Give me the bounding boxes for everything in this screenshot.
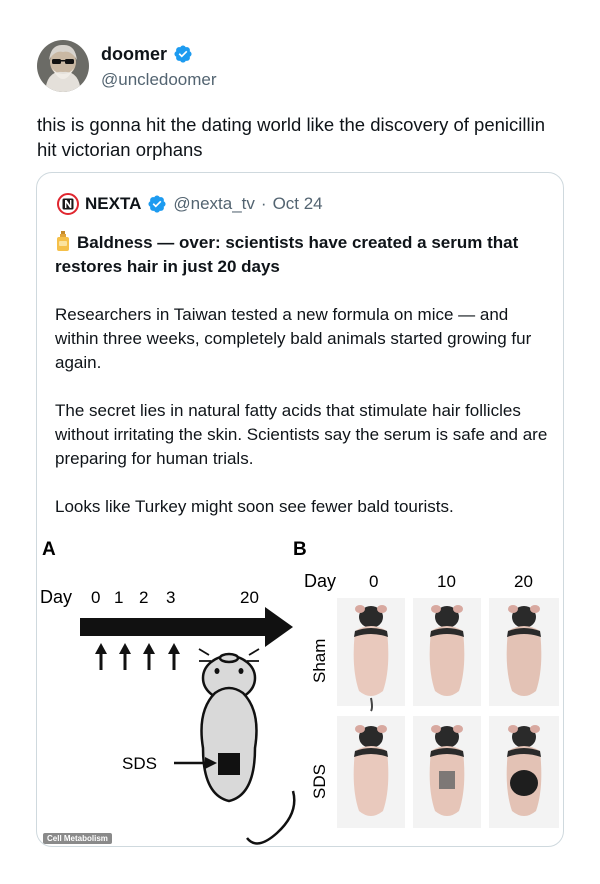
quoted-tweet-title <box>55 231 550 279</box>
lotion-bottle-icon <box>55 231 71 251</box>
meta-separator: · <box>260 194 267 213</box>
day-tick-3: 3 <box>166 588 176 607</box>
quoted-author-name[interactable]: NEXTA <box>85 194 142 213</box>
panel-b-day-0: 0 <box>369 572 379 591</box>
panel-b-day-10: 10 <box>437 572 456 591</box>
avatar[interactable] <box>37 40 89 92</box>
panel-b-day-20: 20 <box>514 572 533 591</box>
row-label-sds: SDS <box>310 764 329 799</box>
verified-badge-icon <box>173 44 193 64</box>
mouse-diagram-icon <box>199 649 294 843</box>
quoted-author-handle[interactable]: @nexta_tv <box>173 194 255 213</box>
quoted-tweet-date[interactable]: Oct 24 <box>272 194 323 213</box>
panel-b-day-label: Day <box>304 571 337 591</box>
quoted-paragraph-1: Researchers in Taiwan tested a new formula on mice — and within three weeks, completely bald animals started growing fur again. <box>55 305 532 372</box>
day-tick-2: 2 <box>139 588 149 607</box>
timeline-arrow <box>80 607 293 647</box>
day-tick-0: 0 <box>91 588 101 607</box>
panel-a-label: A <box>42 539 56 560</box>
verified-badge-icon <box>147 194 167 214</box>
sds-label: SDS <box>122 754 157 773</box>
tweet-text: this is gonna hit the dating world like the discovery of penicillin hit victorian orphans <box>37 114 546 160</box>
author-handle[interactable]: @uncledoomer <box>101 70 217 89</box>
panel-b-label: B <box>293 539 307 560</box>
author-display-name[interactable] <box>101 44 193 64</box>
figure-credit: Cell Metabolism <box>43 833 112 844</box>
avatar-image <box>37 40 89 92</box>
row-label-sham: Sham <box>310 638 329 683</box>
quoted-paragraph-3: Looks like Turkey might soon see fewer bald tourists. <box>55 497 454 516</box>
day-tick-20: 20 <box>240 588 259 607</box>
quoted-tweet-card[interactable] <box>36 172 564 847</box>
author-name-text: doomer <box>101 44 168 64</box>
quoted-tweet-title-text: Baldness — over: scientists have created a serum that restores hair in just 20 days <box>55 233 519 276</box>
nexta-logo-icon <box>57 193 79 215</box>
day-tick-1: 1 <box>114 588 124 607</box>
quoted-tweet-header <box>57 193 323 215</box>
study-figure[interactable] <box>37 533 564 847</box>
quoted-paragraph-2: The secret lies in natural fatty acids that stimulate hair follicles without irritating the skin. Scientists say the serum is safe and are preparing for human trials. <box>55 401 548 468</box>
panel-a-day-label: Day <box>40 587 73 607</box>
dosing-arrows <box>95 643 180 670</box>
